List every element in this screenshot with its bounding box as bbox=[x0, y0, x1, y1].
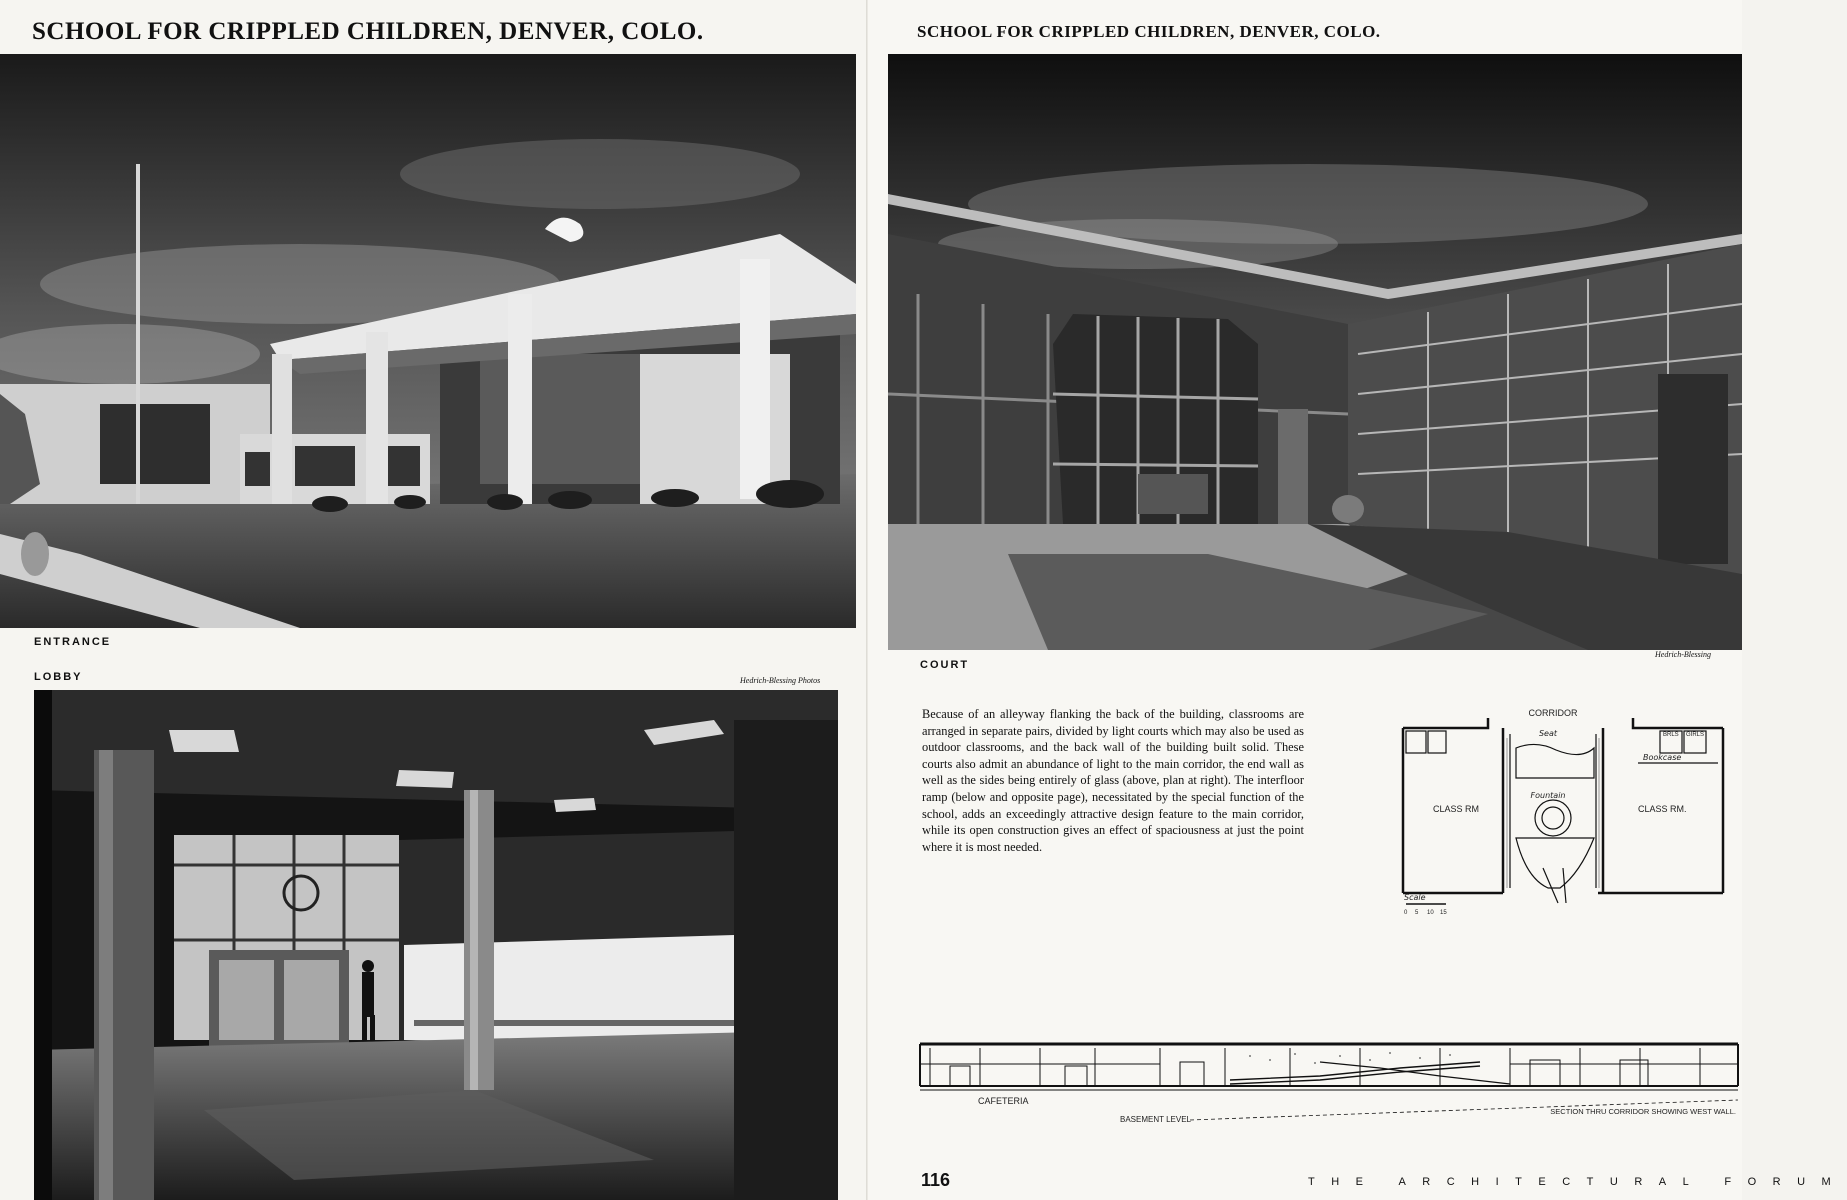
plan-bookcase-label: Bookcase bbox=[1643, 753, 1682, 762]
plan-closet-label-1: BRLS bbox=[1663, 732, 1679, 738]
plan-scale-tick: 0 bbox=[1404, 910, 1408, 916]
entrance-photo bbox=[0, 54, 856, 628]
plan-scale-tick: 5 bbox=[1415, 910, 1419, 916]
left-page bbox=[0, 0, 868, 1200]
section-cafeteria-label: CAFETERIA bbox=[978, 1096, 1029, 1106]
plan-corridor-label: CORRIDOR bbox=[1528, 708, 1578, 718]
right-page bbox=[868, 0, 1847, 1200]
magazine-name: THE ARCHITECTURAL FORUM bbox=[1308, 1176, 1847, 1188]
plan-scale-label: Scale bbox=[1404, 893, 1426, 902]
plan-classroom-right-label: CLASS RM. bbox=[1638, 804, 1687, 814]
entrance-caption: ENTRANCE bbox=[34, 636, 112, 648]
page-title-right: SCHOOL FOR CRIPPLED CHILDREN, DENVER, COLO. bbox=[917, 22, 1381, 41]
court-photo-credit: Hedrich-Blessing bbox=[1655, 650, 1711, 659]
plan-classroom-left-label: CLASS RM bbox=[1433, 804, 1480, 814]
classroom-floor-plan bbox=[1398, 708, 1728, 918]
court-photo bbox=[888, 54, 1742, 650]
plan-scale-tick: 10 bbox=[1427, 910, 1434, 916]
plan-fountain-label: Fountain bbox=[1530, 791, 1566, 800]
corridor-section-drawing bbox=[920, 1038, 1738, 1128]
lobby-photo bbox=[34, 690, 838, 1200]
article-body-text: Because of an alleyway flanking the back of the building, classrooms are arranged in separate pairs, divided by light courts which may also be used as outdoor classrooms, and the back wall of the building built solid. These courts also admit an abundance of light to the main corridor, the end wall as well as the sides being entirely of glass (above, plan at right). The interfloor ramp (below and opposite page), necessitated by the special function of the school, adds an exceedingly attractive design feature to the main corridor, while its open construction gives an effect of spaciousness at just the point where it is most needed. bbox=[922, 707, 1304, 854]
page-number: 116 bbox=[921, 1170, 951, 1190]
plan-closet-label-2: GIRLS bbox=[1686, 732, 1705, 738]
section-basement-label: BASEMENT LEVEL bbox=[1120, 1115, 1191, 1124]
lobby-caption: LOBBY bbox=[34, 671, 83, 683]
plan-scale-tick: 15 bbox=[1440, 910, 1447, 916]
lobby-photo-credit: Hedrich-Blessing Photos bbox=[740, 676, 821, 685]
page-title-left: SCHOOL FOR CRIPPLED CHILDREN, DENVER, COLO. bbox=[32, 18, 704, 45]
court-caption: COURT bbox=[920, 659, 970, 671]
plan-seat-label: Seat bbox=[1538, 729, 1558, 738]
section-title: SECTION THRU CORRIDOR SHOWING WEST WALL. bbox=[1550, 1107, 1736, 1116]
